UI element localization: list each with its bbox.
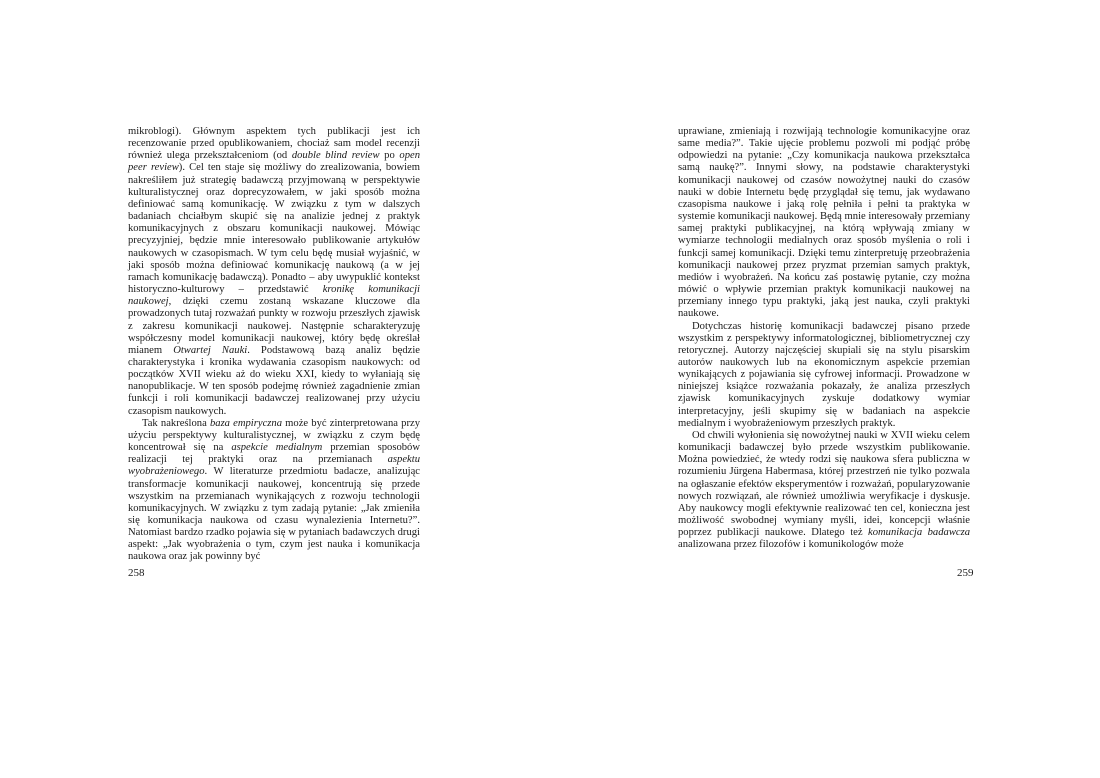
text-run: Tak nakreślona — [142, 417, 210, 429]
text-run: . Podstawową bazą analiz będzie charakterystyka i kronika wydawania czasopism naukowych: od początków XVII wieku aż do wieku XXI, kiedy to wyłaniają się nanopublikacje. W ten sposób podejmę również zagadnienie zmian funkcji i roli komunikacji badawczej realizowanej przy użyciu czasopism naukowych. — [128, 344, 420, 417]
italic-text: double blind review — [291, 150, 380, 162]
italic-text: aspekcie medialnym — [231, 442, 323, 454]
text-run: . W literaturze przedmiotu badacze, analizując transformacje komunikacji naukowej, koncentrują się przede wszystkim na przemianach wynikających z rozwoju technologii komunikacyjnych. W związku z tym zadają pytanie: „Jak zmieniła się komunikacja naukowa od czasu wynalezienia Internetu?”. Natomiast bardzo rzadko pojawia się w pytaniach badawczych drugi aspekt: „Jak wyobrażenia o tym, czym jest nauka i komunikacja naukowa oraz jak powinny być — [128, 466, 420, 563]
paragraph — [678, 430, 970, 552]
right-page-text — [678, 126, 970, 551]
italic-text: kronikę komunikacji naukowej — [128, 284, 420, 308]
right-page — [678, 126, 970, 551]
text-run: po — [379, 150, 400, 162]
text-run: może być zinterpretowana przy użyciu perspektywy kulturalistycznej, w związku z czym będę koncentrował się na — [128, 417, 420, 454]
text-run: Dotychczas historię komunikacji badawczej pisano przede wszystkim z perspektywy informatologicznej, bibliometrycznej czy retorycznej. Autorzy najczęściej skupiali się na stylu pisarskim autorów naukowych lub na ekonomicznym aspekcie przemian wynikających z pojawiania się cyfrowej informacji. Prowadzone w niniejszej książce rozważania pokazały, że analiza przeszłych zjawisk komunikacyjnych zyskuje dodatkowy wymiar interpretacyjny, jeśli skupimy się w badaniach na aspekcie medialnym i wyobrażeniowym przeszłych praktyk. — [678, 320, 970, 429]
text-run: , dzięki czemu zostaną wskazane kluczowe dla prowadzonych tutaj rozważań punkty w rozwoju przeszłych zjawisk z zakresu komunikacji naukowej. Następnie scharakteryzuję współczesny model komunikacji naukowej, który będę określał mianem — [128, 296, 420, 356]
paragraph — [128, 418, 420, 564]
paragraph — [128, 126, 420, 418]
italic-text: open peer review — [128, 150, 420, 174]
text-run: uprawiane, zmieniają i rozwijają technologie komunikacyjne oraz same media?”. Takie ujęcie problemu pozwoli mi podjąć próbę odpowiedzi na pytanie: „Czy komunikacja naukowa przekształca samą naukę?”. Innymi słowy, na podstawie charakterystyki komunikacji naukowej od czasów nowożytnej nauki do czasów nauki w dobie Internetu będę przyglądał się temu, jak wydawano czasopisma naukowe i jaką rolę pełniła i pełni ta praktyka w systemie komunikacji naukowej. Będą mnie interesowały przemiany samej praktyki publikacyjnej, na którą wpływają zmiany w wymiarze technologii medialnych oraz sposób myślenia o roli i funkcji samej komunikacji. Dzięki temu zinterpretuję przeobrażenia komunikacji naukowej przez pryzmat przemian samych praktyk, mediów i wyobrażeń. Na końcu zaś postawię pytanie, czy można mówić o wpływie przemian praktyk komunikacji naukowej na przemiany innego typu praktyki, jaką jest nauka, czyli praktyki naukowe. — [678, 126, 970, 320]
italic-text: aspektu wyobrażeniowego — [128, 454, 420, 478]
text-run: ). Cel ten staje się możliwy do zrealizowania, bowiem nakreśliłem już strategię badawczą przyjmowaną w perspektywie kulturalistycznej oraz doprecyzowałem, w jaki sposób można definiować samą komunikację. W związku z tym w dalszych badaniach chciałbym skupić się na analizie jednej z praktyk komunikacyjnych z obszaru komunikacji naukowej. Mówiąc precyzyjniej, będzie mnie interesowało publikowanie artykułów naukowych w czasopismach. W tym celu będę musiał wyjaśnić, w jaki sposób można definiować komunikację naukową (a w jej ramach komunikację badawczą). Ponadto – aby uwypuklić kontekst historyczno-kulturowy – przedstawić — [128, 162, 420, 296]
italic-text: komunikacja badawcza — [868, 527, 971, 539]
text-run: przemian sposobów realizacji tej praktyki oraz na przemianach — [128, 442, 420, 466]
left-page-text — [128, 126, 420, 564]
text-run: Od chwili wyłonienia się nowożytnej nauki w XVII wieku celem komunikacji badawczej było przede wszystkim publikowanie. Można powiedzieć, że wtedy rodzi się naukowa sfera publiczna w rozumieniu Jürgena Habermasa, której przestrzeń nie tylko pozwala na ogłaszanie efektów eksperymentów i rozważań, popularyzowanie nowych rozwiązań, ale również umożliwia weryfikacje i dyskusje. Aby naukowcy mogli efektywnie realizować ten cel, konieczna jest możliwość swobodnej wymiany myśli, idei, koncepcji właśnie poprzez publikacji naukowe. Dlatego też — [678, 429, 970, 539]
page-number-left: 258 — [128, 567, 145, 579]
text-run: mikroblogi). Głównym aspektem tych publikacji jest ich recenzowanie przed opublikowaniem, chociaż sam model recenzji również ulega przekształceniom (od — [128, 126, 420, 162]
italic-text: baza empiryczna — [209, 417, 282, 429]
page-number-right: 259 — [957, 567, 974, 579]
paragraph — [678, 126, 970, 321]
text-run: analizowana przez filozofów i komunikologów może — [678, 539, 904, 551]
paragraph — [678, 321, 970, 430]
italic-text: Otwartej Nauki — [173, 344, 248, 356]
left-page — [128, 126, 420, 564]
